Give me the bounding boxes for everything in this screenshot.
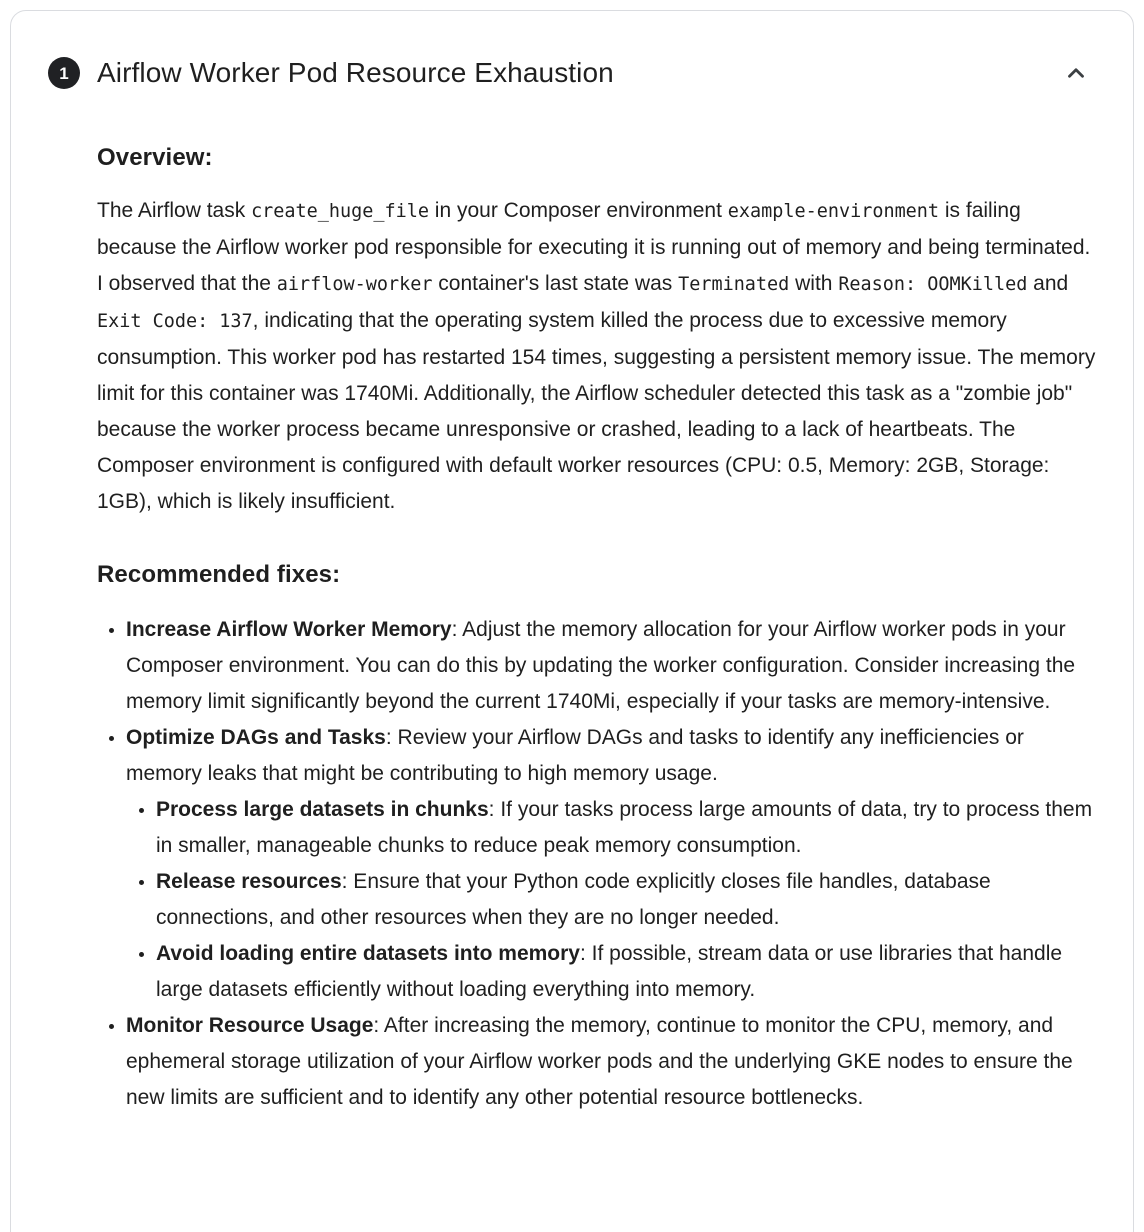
fix-item-lead: Release resources	[156, 870, 342, 893]
fix-item: • Increase Airflow Worker Memory: Adjust the memory allocation for your Airflow worker pods in your Composer environment. You can do this by updating the worker configuration. Consider increasing the memory limit significantly beyond the current 1740Mi, especially if your tasks are memory-intensive.	[126, 612, 1096, 720]
issue-number-badge: 1	[48, 57, 80, 89]
fix-list	[97, 612, 1096, 1116]
inline-code: Exit Code: 137	[97, 311, 253, 332]
inline-code: example-environment	[727, 201, 940, 222]
issue-header[interactable]	[48, 57, 1096, 89]
fix-item: • Monitor Resource Usage: After increasing the memory, continue to monitor the CPU, memory, and ephemeral storage utilization of your Airflow worker pods and the underlying GKE nodes to ensure the new limits are sufficient and to identify any other potential resource bottlenecks.	[126, 1008, 1096, 1116]
fix-sublist	[126, 792, 1096, 1008]
chevron-up-icon	[1063, 60, 1089, 86]
issue-card	[10, 10, 1134, 1232]
fix-item-lead: Increase Airflow Worker Memory	[126, 618, 452, 641]
issue-content	[97, 143, 1096, 1116]
inline-code: create_huge_file	[251, 201, 429, 222]
fix-item: • Optimize DAGs and Tasks: Review your Airflow DAGs and tasks to identify any inefficiencies or memory leaks that might be contributing to high memory usage. • Process large datasets in chunks: If your tasks process large amounts of data, try to process them in smaller, manageable chunks to reduce peak memory consumption. • Release resources: Ensure that your Python code explicitly closes file handles, database connections, and other resources when they are no longer needed. • Avoid loading entire datasets into memory: If possible, stream data or use libraries that handle large datasets efficiently without loading everything into memory.	[126, 720, 1096, 1008]
recommended-fixes-heading: Recommended fixes:	[97, 561, 341, 588]
issue-title: Airflow Worker Pod Resource Exhaustion	[97, 57, 614, 88]
fix-item-lead: Avoid loading entire datasets into memory	[156, 942, 580, 965]
fix-item-lead: Process large datasets in chunks	[156, 798, 489, 821]
inline-code: Reason: OOMKilled	[838, 274, 1028, 295]
fix-item: • Process large datasets in chunks: If your tasks process large amounts of data, try to process them in smaller, manageable chunks to reduce peak memory consumption.	[156, 792, 1096, 864]
collapse-button[interactable]	[1056, 57, 1096, 89]
overview-paragraph: The Airflow task create_huge_file in your Composer environment example-environment is failing because the Airflow worker pod responsible for executing it is running out of memory and being terminated. I observed that the airflow-worker container's last state was Terminated with Reason: OOMKilled and Exit Code: 137, indicating that the operating system killed the process due to excessive memory consumption. This worker pod has restarted 154 times, suggesting a persistent memory issue. The memory limit for this container was 1740Mi. Additionally, the Airflow scheduler detected this task as a "zombie job" because the worker process became unresponsive or crashed, leading to a lack of heartbeats. The Composer environment is configured with default worker resources (CPU: 0.5, Memory: 2GB, Storage: 1GB), which is likely insufficient.	[97, 199, 1096, 513]
fix-item-lead: Optimize DAGs and Tasks	[126, 726, 386, 749]
inline-code: Terminated	[678, 274, 790, 295]
inline-code: airflow-worker	[276, 274, 433, 295]
fix-item-lead: Monitor Resource Usage	[126, 1014, 374, 1037]
fix-item: • Release resources: Ensure that your Python code explicitly closes file handles, database connections, and other resources when they are no longer needed.	[156, 864, 1096, 936]
overview-heading: Overview:	[97, 144, 213, 171]
fix-item: • Avoid loading entire datasets into memory: If possible, stream data or use libraries that handle large datasets efficiently without loading everything into memory.	[156, 936, 1096, 1008]
